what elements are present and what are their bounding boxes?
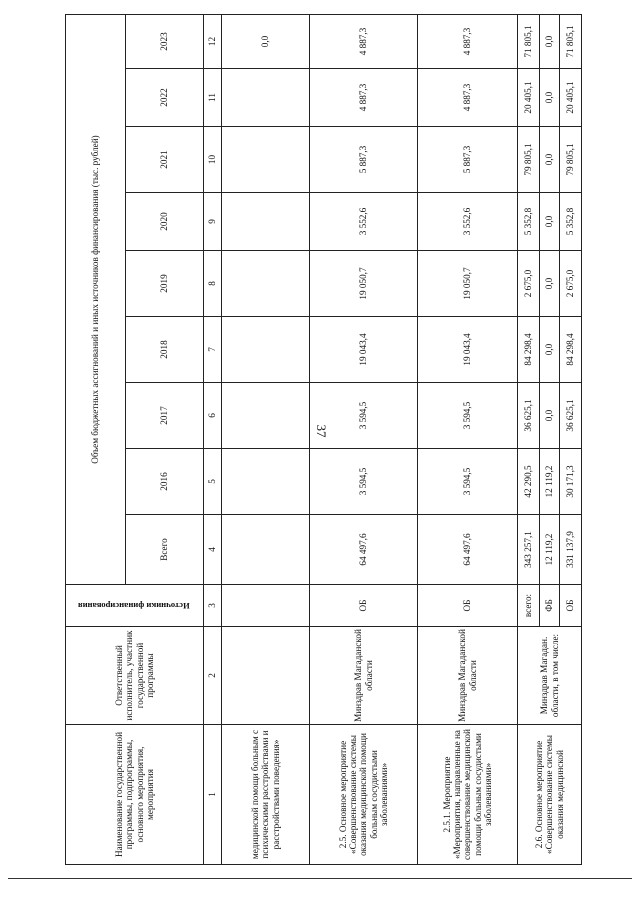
row-value: 42 290,5 bbox=[518, 449, 540, 515]
header-source: Источники финансирования bbox=[77, 601, 190, 612]
row-value: 2 675,0 bbox=[560, 251, 582, 317]
column-number: 9 bbox=[204, 193, 222, 251]
row-value: 12 119,2 bbox=[540, 449, 560, 515]
row-total: 331 137,9 bbox=[560, 515, 582, 585]
row-value: 19 043,4 bbox=[310, 317, 418, 383]
row-value: 84 298,4 bbox=[518, 317, 540, 383]
row-total: 343 257,1 bbox=[518, 515, 540, 585]
column-number: 5 bbox=[204, 449, 222, 515]
row-name: 2.5. Основное мероприятие «Совершенствование системы оказания медицинской помощи больным сосудистыми заболеваниями» bbox=[310, 725, 418, 865]
row-value bbox=[222, 69, 310, 127]
row-executor: Минздрав Магадан. области, в том числе: bbox=[518, 627, 582, 725]
row-total: 64 497,6 bbox=[310, 515, 418, 585]
row-value: 3 594,5 bbox=[418, 449, 518, 515]
column-number: 6 bbox=[204, 383, 222, 449]
budget-table bbox=[65, 14, 582, 865]
column-number: 2 bbox=[204, 627, 222, 725]
row-value: 0,0 bbox=[540, 127, 560, 193]
row-value: 79 805,1 bbox=[518, 127, 540, 193]
header-year: 2022 bbox=[126, 69, 204, 127]
column-number: 1 bbox=[204, 725, 222, 865]
row-source bbox=[222, 585, 310, 627]
row-value: 3 594,5 bbox=[418, 383, 518, 449]
row-value: 5 887,3 bbox=[310, 127, 418, 193]
row-value: 19 050,7 bbox=[310, 251, 418, 317]
row-value: 3 594,5 bbox=[310, 383, 418, 449]
header-year: 2017 bbox=[126, 383, 204, 449]
row-value: 0,0 bbox=[540, 317, 560, 383]
row-value: 4 887,3 bbox=[418, 14, 518, 68]
header-year: 2019 bbox=[126, 251, 204, 317]
row-value: 19 050,7 bbox=[418, 251, 518, 317]
column-number: 12 bbox=[204, 14, 222, 68]
row-executor: Минздрав Магаданской области bbox=[418, 627, 518, 725]
row-value: 79 805,1 bbox=[560, 127, 582, 193]
row-source: ОБ bbox=[310, 585, 418, 627]
column-number: 11 bbox=[204, 69, 222, 127]
table-row bbox=[518, 14, 540, 864]
row-value: 71 805,1 bbox=[518, 14, 540, 68]
header-year: 2023 bbox=[126, 14, 204, 68]
row-name: медицинской помощи больным с психическими расстройствами и расстройствами поведения» bbox=[222, 725, 310, 865]
column-number: 10 bbox=[204, 127, 222, 193]
row-value: 30 171,3 bbox=[560, 449, 582, 515]
row-value: 5 887,3 bbox=[418, 127, 518, 193]
header-funding-group: Объем бюджетных ассигнований и иных источников финансирования (тыс. рублей) bbox=[66, 14, 126, 584]
row-value: 36 625,1 bbox=[518, 383, 540, 449]
page-number: 37 bbox=[314, 424, 329, 438]
row-name: 2.5.1. Мероприятие «Мероприятия, направленные на совершенствование медицинской помощи больным сосудистыми заболеваниями» bbox=[418, 725, 518, 865]
row-value: 19 043,4 bbox=[418, 317, 518, 383]
row-value: 0,0 bbox=[540, 193, 560, 251]
row-total: 64 497,6 bbox=[418, 515, 518, 585]
table-row bbox=[310, 14, 418, 864]
row-value: 5 352,8 bbox=[560, 193, 582, 251]
header-source-cell bbox=[66, 585, 204, 627]
row-value bbox=[222, 127, 310, 193]
row-value: 3 552,6 bbox=[418, 193, 518, 251]
rotated-table-wrapper bbox=[65, 15, 576, 865]
row-value: 5 352,8 bbox=[518, 193, 540, 251]
row-source: всего: bbox=[518, 585, 540, 627]
column-number: 4 bbox=[204, 515, 222, 585]
row-value bbox=[222, 317, 310, 383]
row-source: ОБ bbox=[560, 585, 582, 627]
row-executor bbox=[222, 627, 310, 725]
table-row bbox=[222, 14, 310, 864]
header-executor: Ответственный исполнитель, участник государственной программы bbox=[66, 627, 204, 725]
row-executor: Минздрав Магаданской области bbox=[310, 627, 418, 725]
row-value: 4 887,3 bbox=[418, 69, 518, 127]
row-value: 20 405,1 bbox=[518, 69, 540, 127]
row-value bbox=[222, 251, 310, 317]
header-name: Наименование государственной программы, подпрограммы, основного мероприятия, мероприятия bbox=[66, 725, 204, 865]
row-source: ФБ bbox=[540, 585, 560, 627]
row-value: 0,0 bbox=[222, 14, 310, 68]
column-number: 7 bbox=[204, 317, 222, 383]
column-number: 3 bbox=[204, 585, 222, 627]
column-number: 8 bbox=[204, 251, 222, 317]
row-value: 4 887,3 bbox=[310, 14, 418, 68]
row-name: 2.6. Основное мероприятие «Совершенствование системы оказания медицинской bbox=[518, 725, 582, 865]
row-value: 0,0 bbox=[540, 14, 560, 68]
row-value: 0,0 bbox=[540, 383, 560, 449]
row-source: ОБ bbox=[418, 585, 518, 627]
bottom-rule bbox=[8, 878, 632, 879]
header-year: 2020 bbox=[126, 193, 204, 251]
header-total: Всего bbox=[126, 515, 204, 585]
row-value: 20 405,1 bbox=[560, 69, 582, 127]
row-value: 36 625,1 bbox=[560, 383, 582, 449]
row-value: 0,0 bbox=[540, 69, 560, 127]
header-year: 2016 bbox=[126, 449, 204, 515]
row-value: 71 805,1 bbox=[560, 14, 582, 68]
table-row bbox=[418, 14, 518, 864]
row-value: 84 298,4 bbox=[560, 317, 582, 383]
row-value bbox=[222, 193, 310, 251]
row-value: 2 675,0 bbox=[518, 251, 540, 317]
row-value: 3 594,5 bbox=[310, 449, 418, 515]
row-value: 3 552,6 bbox=[310, 193, 418, 251]
row-value: 0,0 bbox=[540, 251, 560, 317]
header-year: 2018 bbox=[126, 317, 204, 383]
row-total bbox=[222, 515, 310, 585]
row-value bbox=[222, 449, 310, 515]
row-total: 12 119,2 bbox=[540, 515, 560, 585]
header-year: 2021 bbox=[126, 127, 204, 193]
row-value: 4 887,3 bbox=[310, 69, 418, 127]
row-value bbox=[222, 383, 310, 449]
